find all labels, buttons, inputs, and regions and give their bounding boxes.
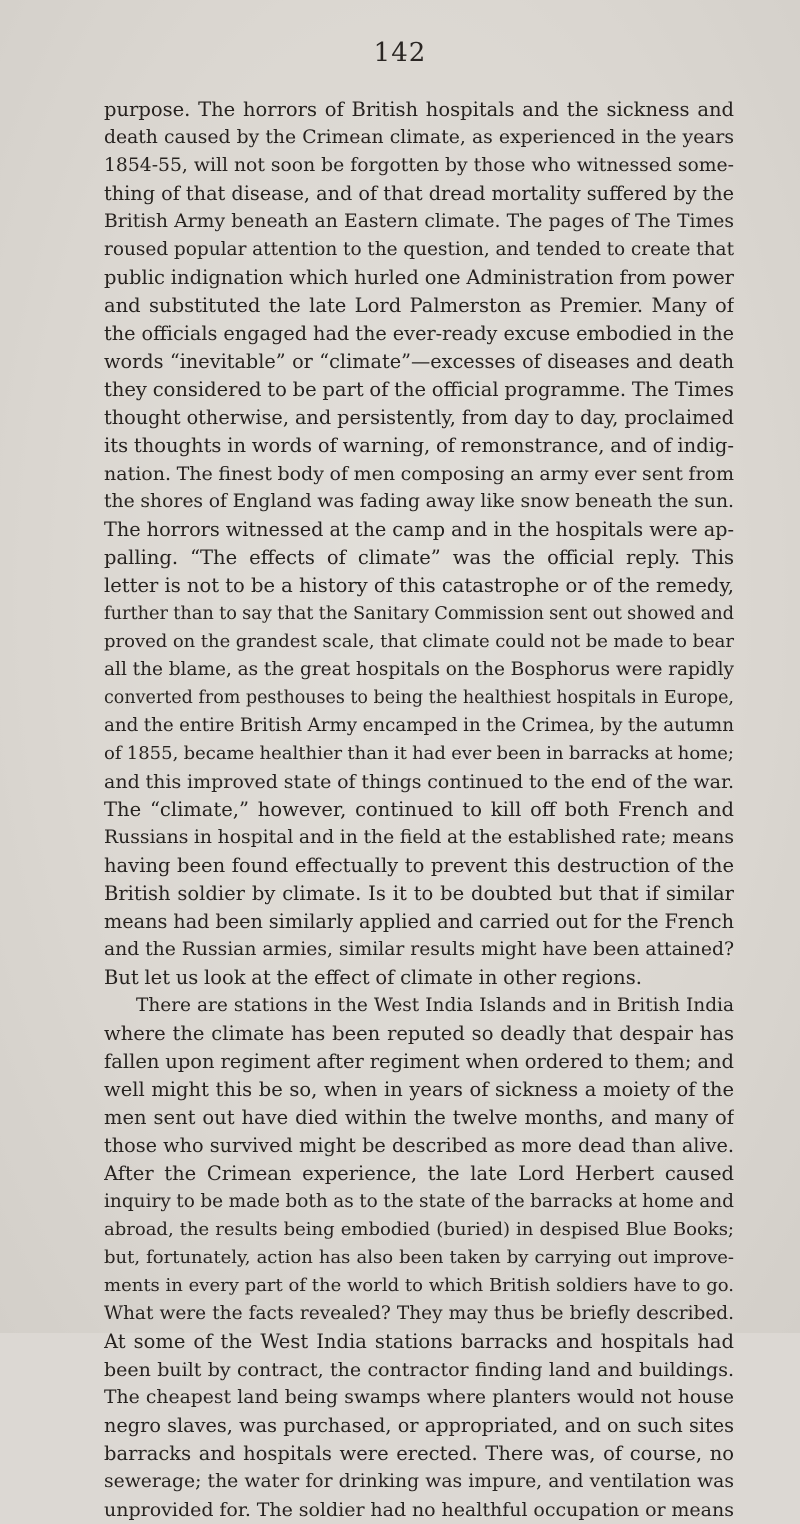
text-line: 1854-55, will not soon be forgotten by those who witnessed some-: [104, 155, 734, 176]
text-line: unprovided for. The soldier had no healthful occupation or means: [104, 1499, 734, 1521]
text-line: and the Russian armies, similar results might have been attained?: [104, 939, 734, 960]
text-line: The cheapest land being swamps where planters would not house: [104, 1387, 734, 1408]
text-line: proved on the grandest scale, that climate could not be made to bear: [104, 631, 734, 652]
text-line: letter is not to be a history of this catastrophe or of the remedy,: [104, 574, 734, 597]
text-line: and the entire British Army encamped in the Crimea, by the autumn: [104, 715, 734, 736]
text-line: been built by contract, the contractor finding land and buildings.: [104, 1359, 734, 1381]
text-line: abroad, the results being embodied (buried) in despised Blue Books;: [104, 1219, 734, 1240]
text-line: barracks and hospitals were erected. There was, of course, no: [104, 1442, 734, 1465]
text-line: fallen upon regiment after regiment when ordered to them; and: [104, 1050, 734, 1073]
text-line: but, fortunately, action has also been taken by carrying out improve-: [104, 1247, 734, 1268]
text-line: of 1855, became healthier than it had ever been in barracks at home;: [104, 743, 734, 764]
text-line: palling. “The effects of climate” was the official reply. This: [104, 546, 734, 569]
text-line: converted from pesthouses to being the healthiest hospitals in Europe,: [104, 688, 734, 708]
text-line: having been found effectually to prevent this destruction of the: [104, 854, 734, 877]
text-line: purpose. The horrors of British hospitals and the sickness and: [104, 98, 734, 121]
text-line: The horrors witnessed at the camp and in the hospitals were ap-: [104, 518, 734, 541]
text-line: inquiry to be made both as to the state of the barracks at home and: [104, 1191, 734, 1212]
text-line: its thoughts in words of warning, of remonstrance, and of indig-: [104, 434, 734, 457]
text-line: What were the facts revealed? They may thus be briefly described.: [104, 1303, 734, 1324]
text-line: further than to say that the Sanitary Commission sent out showed and: [104, 604, 734, 624]
page-number: 142: [373, 38, 427, 68]
text-line: they considered to be part of the official programme. The Times: [104, 378, 734, 401]
text-line: negro slaves, was purchased, or appropriated, and on such sites: [104, 1414, 734, 1437]
text-line: well might this be so, when in years of sickness a moiety of the: [104, 1078, 734, 1101]
text-line: the officials engaged had the ever-ready excuse embodied in the: [104, 322, 734, 345]
text-line: those who survived might be described as more dead than alive.: [104, 1134, 734, 1157]
text-line: means had been similarly applied and carried out for the French: [104, 910, 734, 933]
text-line: But let us look at the effect of climate in other regions.: [104, 966, 642, 989]
text-line: There are stations in the West India Islands and in British India: [136, 995, 734, 1016]
text-line: death caused by the Crimean climate, as experienced in the years: [104, 127, 734, 148]
text-line: The “climate,” however, continued to kill off both French and: [104, 798, 734, 821]
text-line: roused popular attention to the question, and tended to create that: [104, 239, 734, 260]
body-text: [104, 96, 734, 1524]
text-line: all the blame, as the great hospitals on the Bosphorus were rapidly: [104, 659, 734, 680]
text-line: sewerage; the water for drinking was impure, and ventilation was: [104, 1471, 734, 1492]
text-line: words “inevitable” or “climate”—excesses of diseases and death: [104, 350, 734, 373]
text-line: British Army beneath an Eastern climate. The pages of The Times: [104, 211, 734, 232]
text-line: ments in every part of the world to which British soldiers have to go.: [104, 1275, 734, 1296]
text-line: At some of the West India stations barracks and hospitals had: [104, 1330, 734, 1353]
text-line: British soldier by climate. Is it to be doubted but that if similar: [104, 882, 734, 905]
text-line: the shores of England was fading away like snow beneath the sun.: [104, 491, 734, 512]
text-line: Russians in hospital and in the field at the established rate; means: [104, 827, 734, 848]
text-line: and substituted the late Lord Palmerston as Premier. Many of: [104, 294, 734, 317]
text-line: men sent out have died within the twelve months, and many of: [104, 1106, 734, 1129]
text-line: thing of that disease, and of that dread mortality suffered by the: [104, 182, 734, 205]
text-line: nation. The finest body of men composing an army ever sent from: [104, 463, 734, 485]
text-line: After the Crimean experience, the late Lord Herbert caused: [104, 1162, 734, 1185]
text-line: and this improved state of things continued to the end of the war.: [104, 771, 734, 793]
text-line: where the climate has been reputed so deadly that despair has: [104, 1022, 734, 1045]
text-line: public indignation which hurled one Administration from power: [104, 266, 734, 289]
text-line: thought otherwise, and persistently, from day to day, proclaimed: [104, 406, 734, 429]
